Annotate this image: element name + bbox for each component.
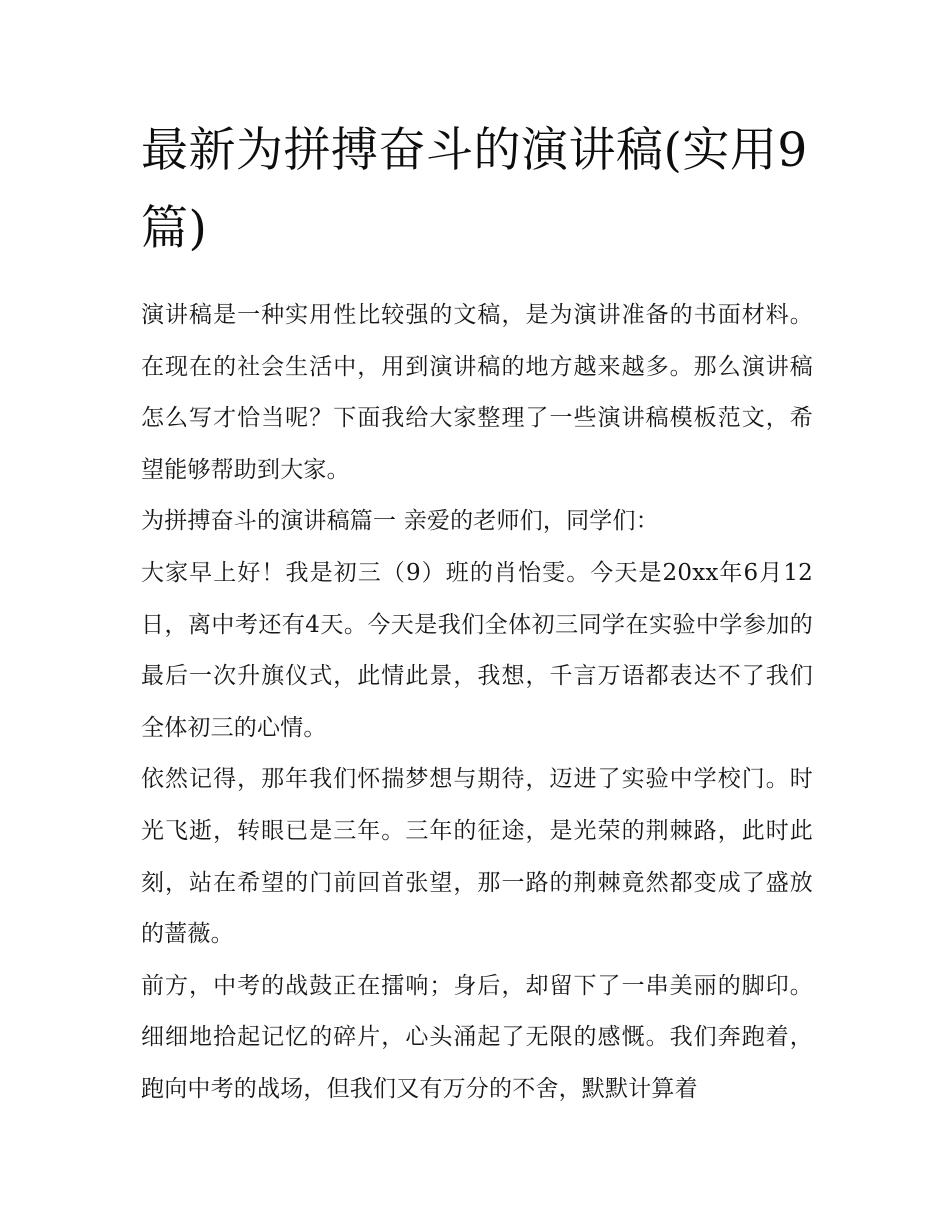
document-title: 最新为拼搏奋斗的演讲稿(实用9篇) xyxy=(141,123,808,256)
paragraph-opening: 大家早上好！我是初三（9）班的肖怡雯。今天是20xx年6月12日，离中考还有4天。今天是我们全体初三同学在实验中学参加的最后一次升旗仪式，此情此景，我想，千言万语都表达不了我们全体初三的心情。 xyxy=(141,559,813,741)
document-content xyxy=(141,112,813,1116)
paragraph-greeting: 为拼搏奋斗的演讲稿篇一 亲爱的老师们，同学们： xyxy=(141,508,659,535)
paragraph-future: 前方，中考的战鼓正在擂响；身后，却留下了一串美丽的脚印。细细地拾起记忆的碎片，心头涌起了无限的感慨。我们奔跑着，跑向中考的战场，但我们又有万分的不舍，默默计算着 xyxy=(141,972,813,1102)
paragraph-intro: 演讲稿是一种实用性比较强的文稿，是为演讲准备的书面材料。在现在的社会生活中，用到演讲稿的地方越来越多。那么演讲稿怎么写才恰当呢？下面我给大家整理了一些演讲稿模板范文，希望能够帮助到大家。 xyxy=(141,302,813,483)
document-body xyxy=(141,290,813,1116)
paragraph-memory: 依然记得，那年我们怀揣梦想与期待，迈进了实验中学校门。时光飞逝，转眼已是三年。三年的征途，是光荣的荆棘路，此时此刻，站在希望的门前回首张望，那一路的荆棘竟然都变成了盛放的蔷薇。 xyxy=(141,766,813,948)
